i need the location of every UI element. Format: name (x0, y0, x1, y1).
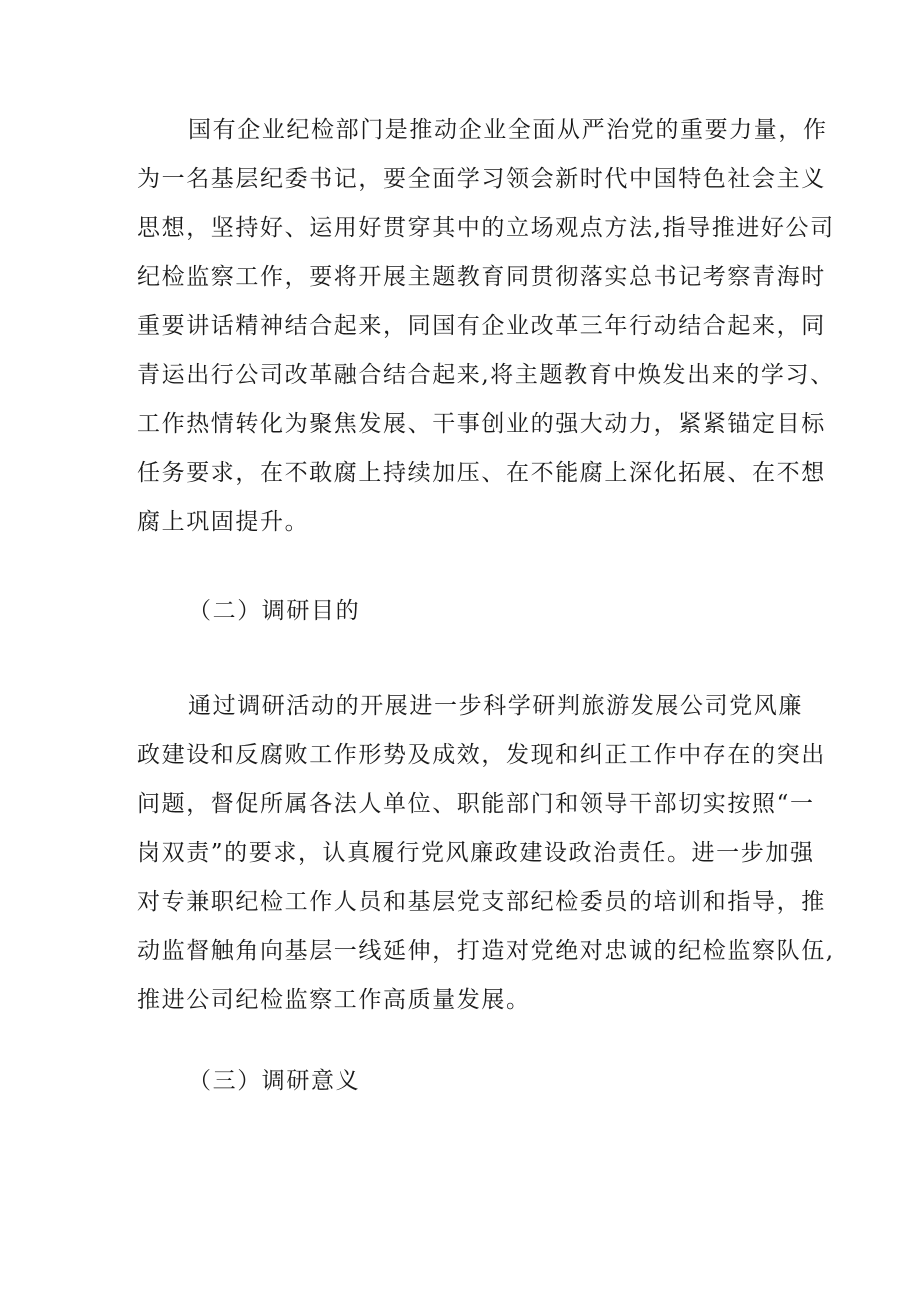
text-line: 通过调研活动的开展进一步科学研判旅游发展公司党风廉 (188, 693, 803, 719)
text-line: 政建设和反腐败工作形势及成效，发现和纠正工作中存在的突出 (137, 742, 826, 768)
section-heading-significance: （三）调研意义 (188, 1068, 361, 1094)
text-line: 为一名基层纪委书记，要全面学习领会新时代中国特色社会主义 (137, 166, 826, 192)
text-line: 纪检监察工作，要将开展主题教育同贯彻落实总书记考察青海时 (137, 264, 826, 290)
text-line: 国有企业纪检部门是推动企业全面从严治党的重要力量，作 (188, 117, 828, 143)
paragraph-background (137, 106, 835, 547)
text-line: 重要讲话精神结合起来，同国有企业改革三年行动结合起来，同 (137, 313, 826, 339)
text-line: 任务要求，在不敢腐上持续加压、在不能腐上深化拓展、在不想 (137, 460, 826, 486)
text-line: 对专兼职纪检工作人员和基层党支部纪检委员的培训和指导，推 (137, 889, 826, 915)
section-heading-purpose: （二）调研目的 (188, 598, 361, 624)
text-line: 问题，督促所属各法人单位、职能部门和领导干部切实按照“一 (137, 791, 815, 817)
text-line: 岗双责”的要求，认真履行党风廉政建设政治责任。进一步加强 (137, 840, 815, 866)
paragraph-purpose (137, 682, 835, 1025)
text-line: 动监督触角向基层一线延伸，打造对党绝对忠诚的纪检监察队伍, (137, 938, 835, 964)
text-line: 思想，坚持好、运用好贯穿其中的立场观点方法,指导推进好公司 (137, 215, 835, 241)
text-line: 推进公司纪检监察工作高质量发展。 (137, 987, 531, 1013)
text-line: 工作热情转化为聚焦发展、干事创业的强大动力，紧紧锚定目标 (137, 411, 826, 437)
text-line: 腐上巩固提升。 (137, 509, 310, 535)
text-line: 青运出行公司改革融合结合起来,将主题教育中焕发出来的学习、 (137, 362, 835, 388)
